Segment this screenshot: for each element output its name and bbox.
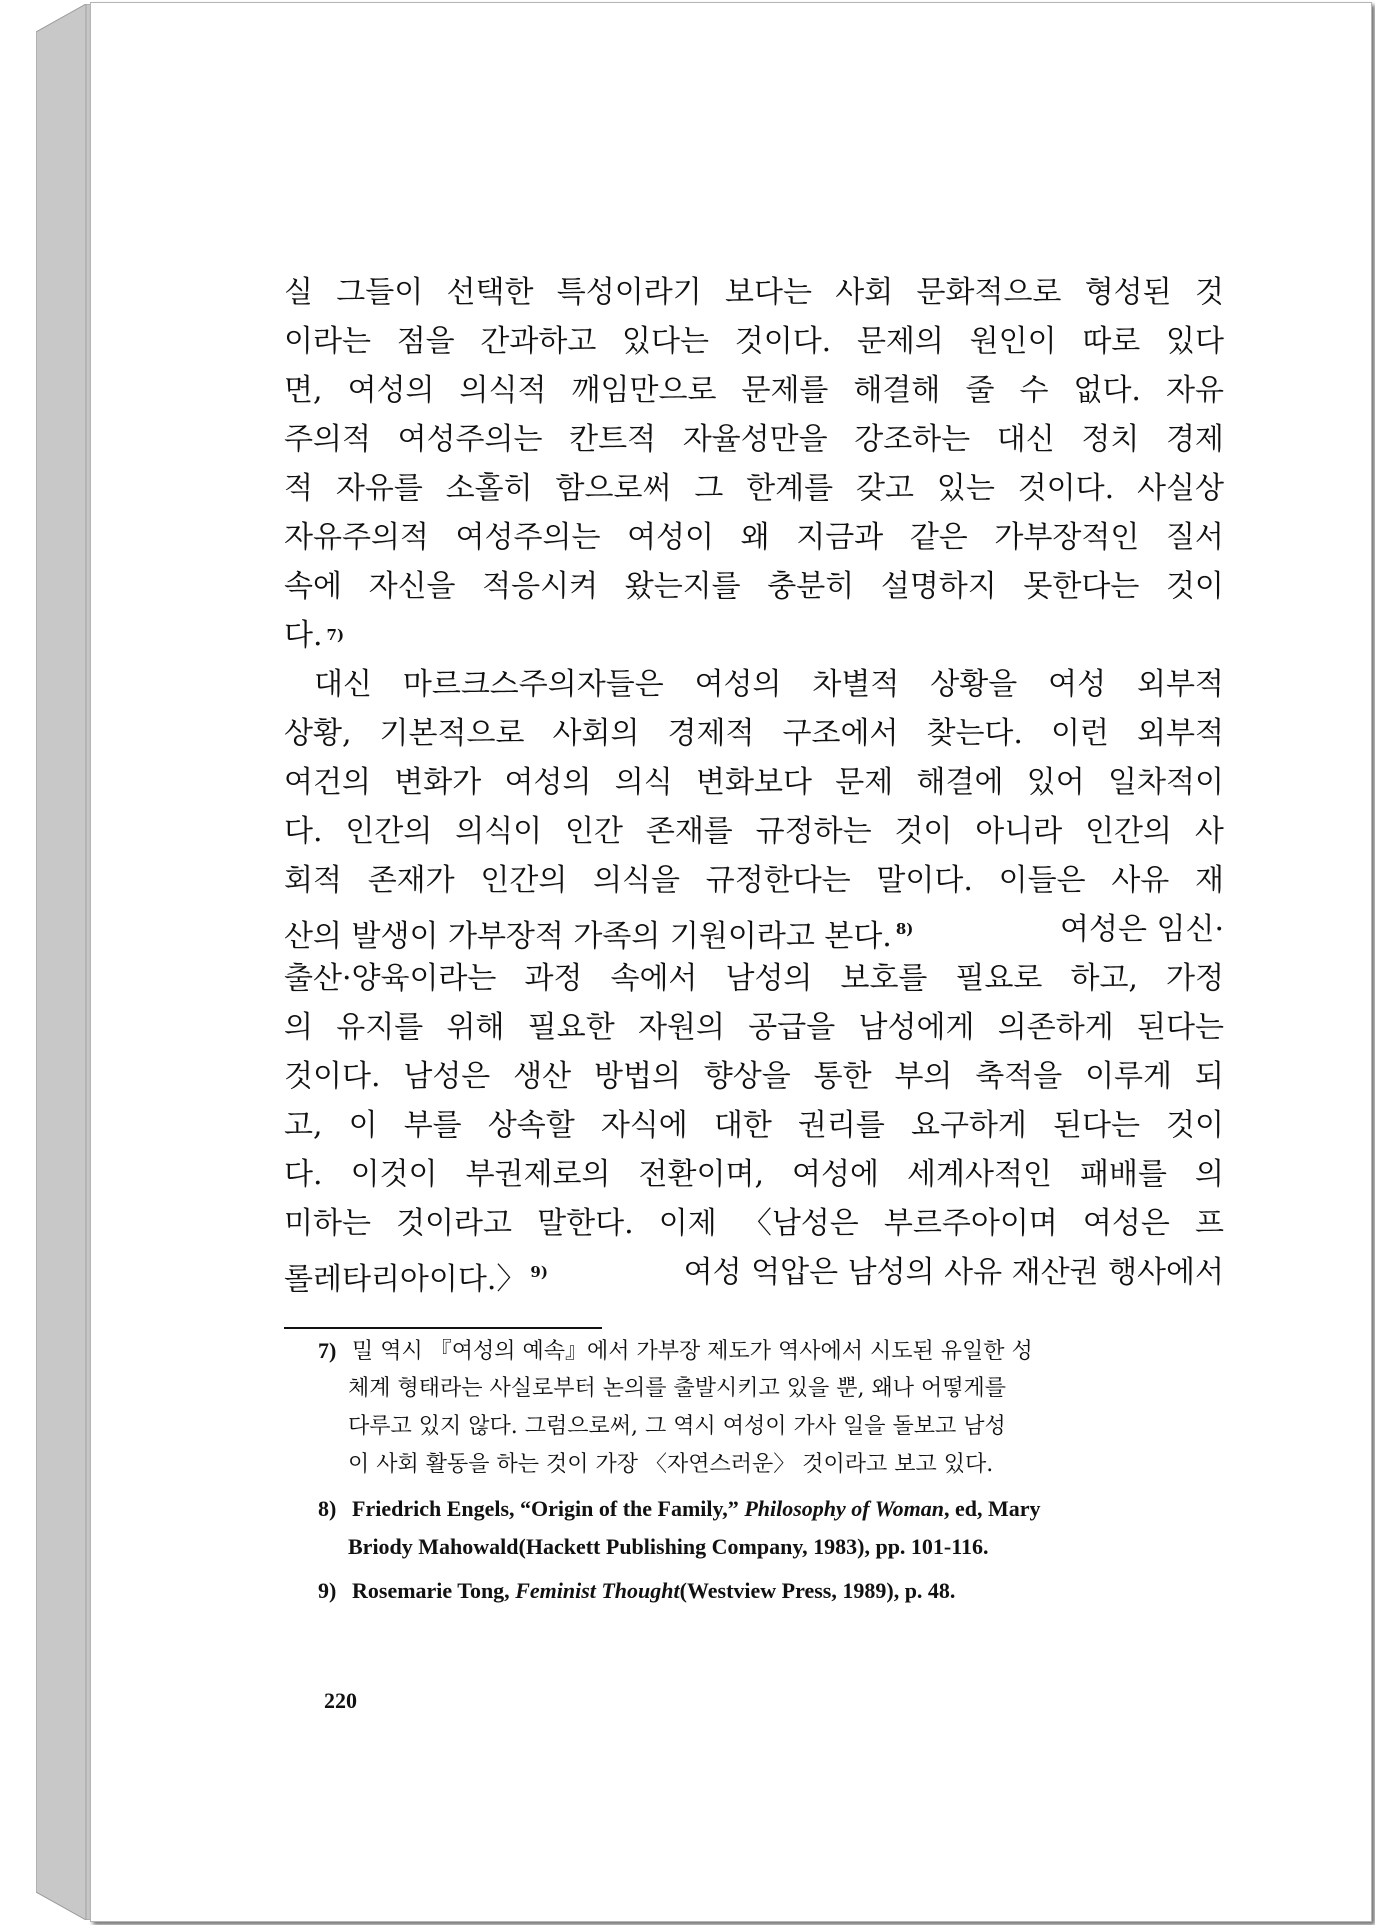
- word: 못한다는: [1023, 569, 1140, 604]
- word: 보호를: [840, 961, 928, 996]
- word: 다.: [284, 814, 323, 849]
- word: 이제: [658, 1206, 717, 1241]
- footnote-text: , ed, Mary: [943, 1496, 1041, 1521]
- word: 원인이: [969, 324, 1057, 359]
- word: 일차적이: [1108, 765, 1224, 800]
- word: 권리를: [797, 1108, 885, 1143]
- word: 방법의: [593, 1059, 681, 1094]
- footnote-number: 9): [318, 1578, 337, 1603]
- word: 필요로: [955, 961, 1043, 996]
- word: 여건의: [284, 765, 371, 800]
- word: 문제의: [856, 324, 944, 359]
- word: 패배를: [1080, 1157, 1167, 1192]
- footnote-ref-7[interactable]: 7): [326, 626, 345, 644]
- text-line: [284, 954, 1224, 1003]
- word: 자식에: [600, 1108, 688, 1143]
- word: 그들이: [336, 275, 424, 310]
- footnote-book-title: Feminist Thought: [515, 1578, 680, 1603]
- word: 갖고: [856, 471, 914, 506]
- text-line: [284, 1150, 1224, 1199]
- word: 회적: [284, 863, 342, 898]
- word: 이것이: [350, 1157, 438, 1192]
- word: 의식: [614, 765, 673, 800]
- word: 재: [1195, 863, 1224, 898]
- word: 그: [694, 471, 724, 506]
- page-number: 220: [324, 1688, 357, 1713]
- text-line: [284, 905, 1224, 954]
- word: 사회: [835, 275, 894, 310]
- text-line: [284, 1052, 1224, 1101]
- word: 의: [284, 1010, 313, 1045]
- word: 고,: [284, 1108, 323, 1143]
- word: 된다는: [1052, 1108, 1140, 1143]
- word: 유지를: [336, 1010, 424, 1045]
- word: 찾는다.: [926, 716, 1023, 751]
- word: 변화가: [394, 765, 482, 800]
- text-fragment: 여성은 임신·: [1060, 912, 1224, 947]
- text-line: [284, 1248, 1224, 1297]
- word: 이라는: [284, 324, 371, 359]
- word: 것이: [894, 814, 953, 849]
- word: 자유주의적: [284, 520, 429, 555]
- word: 이런: [1051, 716, 1109, 751]
- word: 남성에게: [858, 1010, 975, 1045]
- word: 요구하게: [910, 1108, 1027, 1143]
- text-line: [284, 758, 1224, 807]
- text-line: [284, 1199, 1224, 1248]
- word: 다.: [284, 1157, 323, 1192]
- word: 여성에: [792, 1157, 879, 1192]
- word: 한계를: [746, 471, 834, 506]
- word: 의존하게: [997, 1010, 1114, 1045]
- footnote-text: Rosemarie Tong,: [352, 1578, 516, 1603]
- text-line: [284, 268, 1224, 317]
- word: 따로: [1082, 324, 1141, 359]
- word: 인간: [565, 814, 623, 849]
- word: 기본적으로: [379, 716, 525, 751]
- word: 충분히: [767, 569, 855, 604]
- footnote-7-line: 체계 형태라는 사실로부터 논의를 출발시키고 있을 뿐, 왜나 어떻게를: [348, 1376, 1006, 1401]
- word: 여성의: [694, 667, 782, 702]
- word: 부를: [403, 1108, 462, 1143]
- word: 변화보다: [696, 765, 812, 800]
- word: 것이다.: [734, 324, 832, 359]
- word: 대신: [996, 422, 1055, 457]
- word: 가정: [1166, 961, 1224, 996]
- word: 존재를: [645, 814, 733, 849]
- word: 문제를: [741, 373, 829, 408]
- word: 하고,: [1070, 961, 1138, 996]
- word: 적응시켜: [482, 569, 599, 604]
- word: 것이다.: [284, 1059, 381, 1094]
- word: 통한: [813, 1059, 872, 1094]
- word: 여성주의는: [455, 520, 601, 555]
- text-fragment: 다.: [284, 618, 323, 653]
- text-line: [284, 513, 1224, 562]
- word: 같은: [909, 520, 968, 555]
- footnote-8-line: Briody Mahowald(Hackett Publishing Company, 1983), pp. 101-116.: [348, 1534, 989, 1559]
- word: 것이라고: [396, 1206, 512, 1241]
- word: 설명하지: [880, 569, 997, 604]
- word: 사실상: [1137, 471, 1224, 506]
- word: 축적을: [975, 1059, 1063, 1094]
- text-line: [284, 660, 1224, 709]
- footnote-7-line: 이 사회 활동을 하는 것이 가장 〈자연스러운〉 것이라고 보고 있다.: [348, 1452, 994, 1477]
- text-line: [284, 807, 1224, 856]
- word: 적: [284, 471, 313, 506]
- word: 아니라: [975, 814, 1063, 849]
- word: 것이: [1165, 569, 1224, 604]
- word: 자유: [1166, 373, 1224, 408]
- word: 문제: [835, 765, 894, 800]
- word: 자유를: [335, 471, 423, 506]
- word: 세계사적인: [907, 1157, 1052, 1192]
- word: 줄: [965, 373, 995, 408]
- word: 여성: [1048, 667, 1107, 702]
- word: 규정하는: [755, 814, 872, 849]
- word: 상황,: [284, 716, 352, 751]
- text-line: [284, 464, 1224, 513]
- word: 있다는: [622, 324, 709, 359]
- word: 되: [1194, 1059, 1224, 1094]
- word: 생산: [513, 1059, 572, 1094]
- word: 없다.: [1073, 373, 1141, 408]
- text-line: [284, 709, 1224, 758]
- word: 부르주아이며: [883, 1206, 1058, 1241]
- text-fragment: 롤레타리아이다.〉: [284, 1262, 527, 1297]
- word: 구조에서: [782, 716, 899, 751]
- word: 말한다.: [537, 1206, 634, 1241]
- word: 향상을: [703, 1059, 791, 1094]
- footnote-text: (Westview Press, 1989), p. 48.: [679, 1578, 956, 1603]
- word: 사: [1194, 814, 1224, 849]
- word: 과정: [524, 961, 583, 996]
- word: 〈남성은: [741, 1206, 859, 1241]
- text-line: [284, 856, 1224, 905]
- footnote-7-line: 다루고 있지 않다. 그럼으로써, 그 역시 여성이 가사 일을 돌보고 남성: [348, 1414, 1006, 1439]
- word: 면,: [284, 373, 323, 408]
- word: 속에서: [610, 961, 698, 996]
- word: 이들은: [998, 863, 1086, 898]
- word: 여성은: [1082, 1206, 1170, 1241]
- word: 프: [1195, 1206, 1224, 1241]
- word: 실: [284, 275, 313, 310]
- word: 경제적: [667, 716, 755, 751]
- word: 필요한: [527, 1010, 615, 1045]
- text-line: [284, 611, 1224, 660]
- word: 대한: [713, 1108, 772, 1143]
- footnote-7: [318, 1332, 1224, 1370]
- word: 존재가: [367, 863, 455, 898]
- word: 보다는: [724, 275, 812, 310]
- word: 해결해: [853, 373, 941, 408]
- word: 있는: [936, 471, 995, 506]
- footnote-8: [318, 1490, 1224, 1528]
- word: 가부장적인: [994, 520, 1140, 555]
- word: 전환이며,: [638, 1157, 764, 1192]
- word: 소홀히: [445, 471, 533, 506]
- text-line: [284, 1101, 1224, 1150]
- book-spine: [36, 4, 91, 1920]
- body-text: [284, 268, 1224, 1297]
- word: 마르크스주의자들은: [402, 667, 664, 702]
- word: 왔는지를: [624, 569, 741, 604]
- word: 간과하고: [480, 324, 597, 359]
- word: 외부적: [1136, 667, 1224, 702]
- word: 미하는: [284, 1206, 371, 1241]
- footnote-9: [318, 1572, 1224, 1610]
- word: 말이다.: [876, 863, 973, 898]
- word: 사회의: [552, 716, 640, 751]
- text-fragment: 산의 발생이 가부장적 가족의 기원이라고 본다.: [284, 919, 892, 954]
- word: 형성된: [1084, 275, 1172, 310]
- word: 이루게: [1085, 1059, 1173, 1094]
- word: 여성이: [627, 520, 715, 555]
- word: 있다: [1166, 324, 1224, 359]
- word: 깨임만으로: [571, 373, 717, 408]
- word: 여성의: [347, 373, 435, 408]
- footnotes: [318, 1332, 1224, 1610]
- word: 선택한: [446, 275, 534, 310]
- footnote-text: Friedrich Engels, “Origin of the Family,”: [352, 1496, 745, 1521]
- word: 이: [348, 1108, 378, 1143]
- footnote-ref-9[interactable]: 9): [530, 1263, 548, 1281]
- word: 여성주의는: [397, 422, 543, 457]
- word: 남성은: [403, 1059, 491, 1094]
- word: 인간의: [480, 863, 568, 898]
- footnote-ref-8[interactable]: 8): [895, 920, 914, 938]
- word: 사유: [1111, 863, 1170, 898]
- word: 위해: [446, 1010, 505, 1045]
- word: 공급을: [748, 1010, 836, 1045]
- word: 자원의: [638, 1010, 725, 1045]
- word: 부의: [894, 1059, 953, 1094]
- word: 규정한다는: [705, 863, 851, 898]
- word: 수: [1019, 373, 1049, 408]
- word: 자율성만을: [682, 422, 828, 457]
- word: 의: [1195, 1157, 1224, 1192]
- word: 강조하는: [854, 422, 971, 457]
- footnote-number: 7): [318, 1338, 337, 1363]
- word: 주의적: [284, 422, 371, 457]
- word: 함으로써: [555, 471, 672, 506]
- footnote-book-title: Philosophy of Woman: [744, 1496, 944, 1521]
- footnote-divider: [284, 1327, 602, 1329]
- word: 있어: [1026, 765, 1085, 800]
- text-line: [284, 415, 1224, 464]
- word: 질서: [1165, 520, 1224, 555]
- word: 것: [1194, 275, 1224, 310]
- word: 의식을: [593, 863, 681, 898]
- word: 해결에: [916, 765, 1004, 800]
- word: 여성의: [504, 765, 592, 800]
- word: 것이: [1166, 1108, 1224, 1143]
- word: 속에: [284, 569, 342, 604]
- word: 상황을: [930, 667, 1018, 702]
- word: 의식적: [459, 373, 547, 408]
- text-fragment: 여성 억압은 남성의 사유 재산권 행사에서: [683, 1255, 1224, 1290]
- word: 지금과: [796, 520, 884, 555]
- word: 점을: [396, 324, 455, 359]
- word: 자신을: [368, 569, 456, 604]
- text-fragment: [284, 905, 913, 954]
- text-fragment: [284, 1248, 548, 1297]
- word: 칸트적: [569, 422, 657, 457]
- word: 특성이라기: [556, 275, 702, 310]
- word: 왜: [740, 520, 770, 555]
- word: 남성의: [725, 961, 813, 996]
- footnote-text: 밀 역시 『여성의 예속』에서 가부장 제도가 역사에서 시도된 유일한 성: [352, 1339, 1033, 1364]
- word: 대신: [314, 667, 372, 702]
- footnote-number: 8): [318, 1496, 337, 1521]
- text-line: [284, 1003, 1224, 1052]
- word: 차별적: [812, 667, 900, 702]
- word: 정치: [1081, 422, 1140, 457]
- word: 부권제로의: [465, 1157, 611, 1192]
- word: 출산·양육이라는: [284, 961, 497, 996]
- word: 경제: [1165, 422, 1224, 457]
- word: 문화적으로: [916, 275, 1062, 310]
- word: 의식이: [455, 814, 543, 849]
- text-line: [284, 366, 1224, 415]
- word: 인간의: [1085, 814, 1173, 849]
- word: 인간의: [345, 814, 433, 849]
- text-line: [284, 317, 1224, 366]
- text-line: [284, 562, 1224, 611]
- word: 된다는: [1136, 1010, 1224, 1045]
- word: 것이다.: [1017, 471, 1115, 506]
- word: 외부적: [1137, 716, 1224, 751]
- word: 상속할: [487, 1108, 575, 1143]
